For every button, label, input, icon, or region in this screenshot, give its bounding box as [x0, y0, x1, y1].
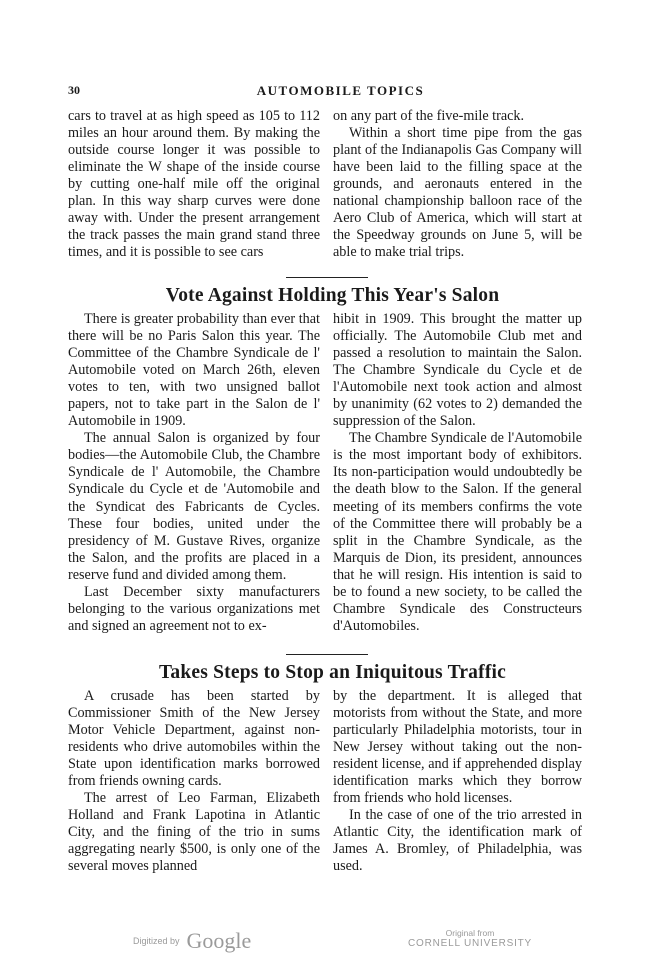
paragraph: There is greater probability than ever that there will be no Paris Salon this year. The Committee of the Chambre Syndicale de l' Automobile voted on March 26th, eleven votes to ten, with two unsigned ballot papers, not to take part in the Salon de l' Automobile in 1909. [68, 311, 320, 430]
journal-title: AUTOMOBILE TOPICS [256, 83, 425, 98]
continued-article-right-column [333, 108, 582, 261]
paragraph: by the department. It is alleged that motorists from without the State, and more particularly Philadelphia motorists, tour in New Jersey without taking out the non-resident license, and if apprehended display identification marks which they borrow from friends who hold licenses. [333, 688, 582, 807]
paragraph: The arrest of Leo Farman, Elizabeth Holland and Frank Lapotina in Atlantic City, and the fining of the trio in sums aggregating nearly $500, is only one of the several moves planned [68, 790, 320, 875]
paragraph: Within a short time pipe from the gas plant of the Indianapolis Gas Company will have been laid to the filling space at the grounds, and aeronauts entered in the national championship balloon race of the Aero Club of America, which will start at the Speedway grounds on June 5, will be able to make trial trips. [333, 125, 582, 261]
paragraph: In the case of one of the trio arrested in Atlantic City, the identification mark of James A. Bromley, of Philadelphia, was used. [333, 807, 582, 875]
headline-traffic: Takes Steps to Stop an Iniquitous Traffic [158, 662, 506, 683]
digitized-by-label: Digitized by [133, 936, 180, 946]
traffic-right-column [333, 688, 582, 876]
page-number: 30 [68, 83, 80, 97]
paragraph: hibit in 1909. This brought the matter up officially. The Automobile Club met and passed a resolution to maintain the Salon. The Chambre Syndicale du Cycle et de l'Automobile next took action and almost by unanimity (62 votes to 2) demanded the suppression of the Salon. [333, 311, 582, 430]
salon-right-column [333, 311, 582, 635]
continued-article-left-column [68, 108, 320, 261]
paragraph: The Chambre Syndicale de l'Automobile is the most important body of exhibitors. Its non-participation would undoubtedly be the death blow to the Salon. If the general meeting of its members confirms the vote of the Committee there will probably be a split in the Chambre Syndicale, as the Marquis de Dion, its president, announces that he will resign. His intention is said to be to found a new society, to be called the Chambre Syndicale des Constructeurs d'Automobiles. [333, 430, 582, 634]
digitized-by-google-watermark [133, 928, 251, 954]
original-from-watermark [400, 928, 540, 949]
paragraph: cars to travel at as high speed as 105 to 112 miles an hour around them. By making the outside course longer it was possible to eliminate the W shape of the inside course by cutting one-half mile off the original plan. In this way sharp curves were done away with. Under the present arrangement the track passes the main grand stand three times, and it is possible to see cars [68, 108, 320, 261]
paragraph: on any part of the five-mile track. [333, 108, 525, 124]
headline-salon: Vote Against Holding This Year's Salon [165, 285, 500, 306]
paragraph: A crusade has been started by Commissioner Smith of the New Jersey Motor Vehicle Department, against non-residents who drive automobiles within the State upon identification marks borrowed from friends owning cards. [68, 688, 320, 790]
section-divider [286, 654, 368, 655]
traffic-left-column [68, 688, 320, 876]
google-logo: Google [186, 928, 252, 953]
running-head [68, 83, 613, 101]
university-label: CORNELL UNIVERSITY [407, 938, 533, 949]
paragraph: Last December sixty manufacturers belonging to the various organizations met and signed an agreement not to ex- [68, 583, 320, 634]
original-from-label: Original from [445, 928, 495, 938]
paragraph: The annual Salon is organized by four bodies—the Automobile Club, the Chambre Syndicale de l' Automobile, the Chambre Syndicale du Cycle et de 'Automobile and the Syndicat des Fabricants de Cycles. These four bodies, united under the presidency of M. Gustave Rives, organize the Salon, and the profits are placed in a reserve fund and divided among them. [68, 430, 320, 583]
section-divider [286, 277, 368, 278]
salon-left-column [68, 311, 320, 635]
